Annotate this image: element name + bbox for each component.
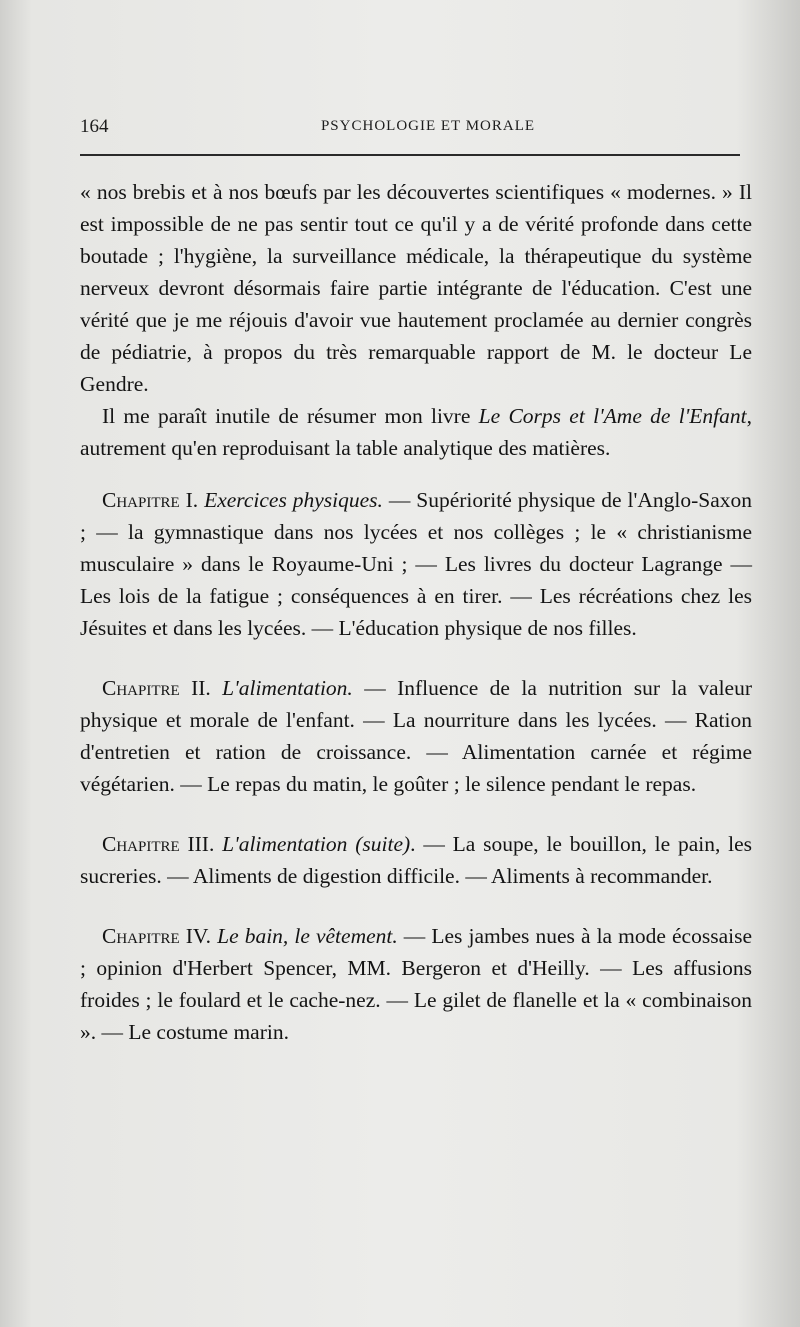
chapter-title: L'alimentation: [222, 832, 348, 856]
intro-paragraph-2: [80, 400, 752, 464]
chapter-label: Chapitre III.: [102, 832, 215, 856]
chapter-entry-1: [80, 484, 752, 644]
body-text: [80, 176, 752, 1048]
intro-p2-end: , autrement qu'en reproduisant la table analytique des matières.: [80, 404, 752, 460]
chapter-summary: — Influence de la nutrition sur la valeur physique et morale de l'enfant. — La nourriture dans les lycées. — Ration d'entretien et ration de croissance. — Alimentation carnée et régime végétarien. — Le repas du matin, le goûter ; le silence pendant le repas.: [80, 676, 753, 796]
page-number: 164: [80, 116, 109, 137]
chapter-title: L'alimentation.: [222, 676, 353, 700]
chapter-title: Exercices physiques.: [204, 488, 383, 512]
chapter-label: Chapitre IV.: [102, 924, 212, 948]
chapter-entry-2: [80, 672, 752, 800]
chapter-entry-4: [80, 920, 752, 1048]
chapter-summary: . — La soupe, le bouillon, le pain, les sucreries. — Aliments de digestion difficile. — Aliments à recommander.: [80, 832, 753, 888]
page-header: [80, 112, 740, 142]
running-head: PSYCHOLOGIE ET MORALE: [320, 118, 536, 134]
chapter-label: Chapitre II.: [102, 676, 211, 700]
intro-p2-start: Il me paraît inutile de résumer mon livre: [102, 404, 479, 428]
chapter-title-extra: (suite): [355, 832, 411, 856]
chapter-summary: — Supériorité physique de l'Anglo-Saxon ; — la gymnastique dans nos lycées et nos collèges ; le « christianisme musculaire » dans le Royaume-Uni ; — Les livres du docteur Lagrange — Les lois de la fatigue ; conséquences à en tirer. — Les récréations chez les Jésuites et dans les lycées. — L'éducation physique de nos filles.: [80, 488, 752, 640]
chapter-label: Chapitre I.: [102, 488, 199, 512]
intro-paragraph-1: « nos brebis et à nos bœufs par les découvertes scientifiques « modernes. » Il est impossible de ne pas sentir tout ce qu'il y a de vérité profonde dans cette boutade ; l'hygiène, la surveillance médicale, la thérapeutique du système nerveux devront désormais faire partie intégrante de l'éducation. C'est une vérité que je me réjouis d'avoir vue hautement proclamée au dernier congrès de pédiatrie, à propos du très remarquable rapport de M. le docteur Le Gendre.: [80, 180, 752, 396]
header-rule: [80, 154, 740, 156]
chapter-title: Le bain, le vêtement.: [217, 924, 398, 948]
book-title: Le Corps et l'Ame de l'Enfant: [478, 404, 747, 428]
chapter-entry-3: [80, 828, 752, 892]
chapter-summary: — Les jambes nues à la mode écossaise ; opinion d'Herbert Spencer, MM. Bergeron et d'Heilly. — Les affusions froides ; le foulard et le cache-nez. — Le gilet de flanelle et la « combinaison ». — Le costume marin.: [80, 924, 753, 1044]
